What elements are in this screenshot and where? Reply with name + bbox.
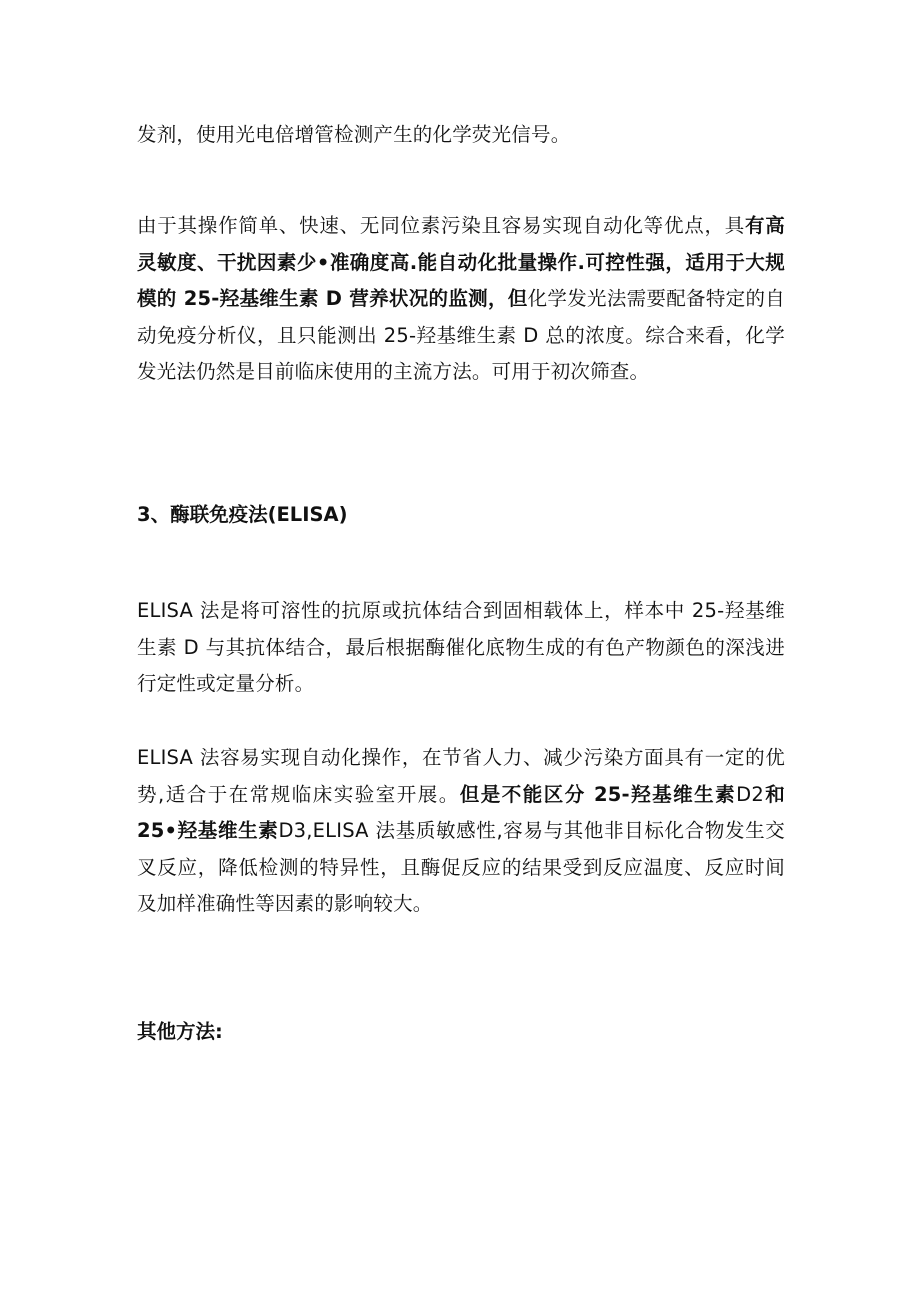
section-heading-elisa: 3、酶联免疫法(ELISA) <box>137 503 348 526</box>
paragraph-text: 化学发光法需要配备特定的自动免疫分析仪，且只能测出 25-羟基维生素 D 总的浓度。综合来看，化学发光法仍然是目前临床使用的主流方法。可用于初次筛查。 <box>137 287 785 384</box>
paragraph-bold-text: 但是不能区分 25-羟基维生素 <box>459 782 737 806</box>
paragraph-elisa-principle: ELISA 法是将可溶性的抗原或抗体结合到固相载体上，样本中 25-羟基维生素 D 与其抗体结合，最后根据酶催化底物生成的有色产物颜色的深浅进行定性或定量分析。 <box>137 599 785 696</box>
paragraph-bold-text: 有高灵敏度、干扰因素少•准确度高.能自动化批量操作.可控性强，适用于大规模的 25-羟基维生素 D 营养状况的监测，但 <box>137 214 785 311</box>
paragraph-text: D3,ELISA 法基质敏感性,容易与其他非目标化合物发生交叉反应，降低检测的特异性，且酶促反应的结果受到反应温度、反应时间及加样准确性等因素的影响较大。 <box>137 819 785 916</box>
paragraph-chemiluminescence <box>137 208 785 391</box>
paragraph-continuation: 发剂，使用光电倍增管检测产生的化学荧光信号。 <box>137 123 571 146</box>
paragraph-text: D2 <box>736 782 764 806</box>
paragraph-text: 由于其操作简单、快速、无同位素污染且容易实现自动化等优点，具 <box>137 214 746 237</box>
paragraph-text: ELISA 法容易实现自动化操作，在节省人力、减少污染方面具有一定的优势,适合于在常规临床实验室开展。 <box>137 746 785 806</box>
paragraph-elisa-evaluation <box>137 740 785 923</box>
section-heading-other-methods: 其他方法: <box>137 1020 223 1043</box>
paragraph-bold-text: 和 25•羟基维生素 <box>137 782 785 843</box>
